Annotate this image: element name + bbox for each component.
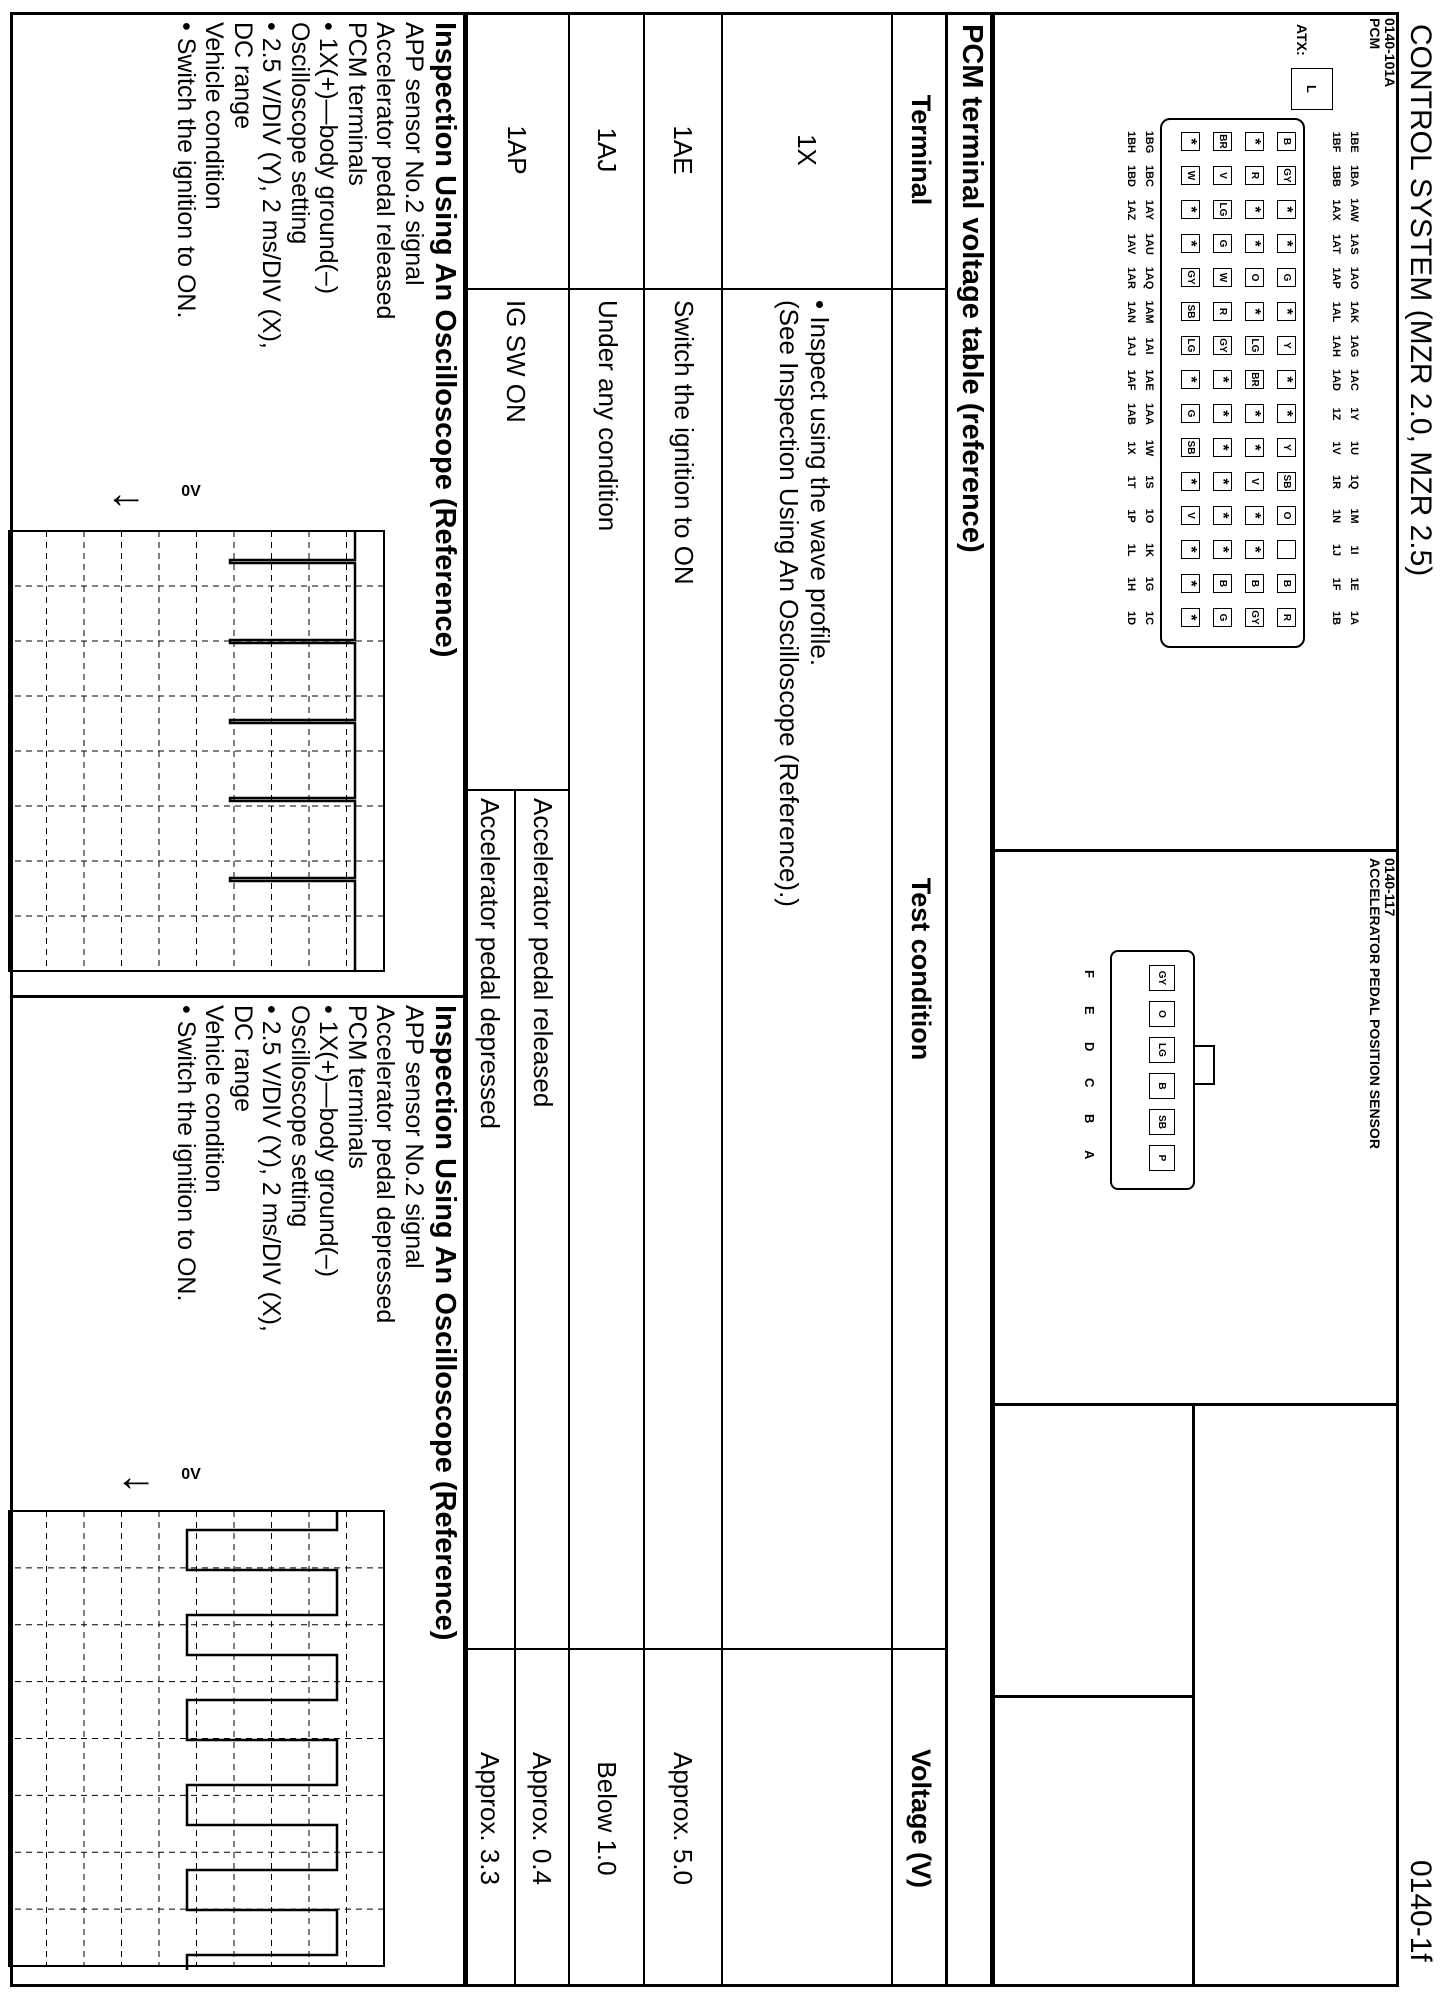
pcm-pin: * [1181,132,1200,151]
pcm-terminal-label: 1AO [1348,266,1360,290]
col-header-condition: Test condition [906,877,936,1061]
cond-1ap-depressed: Accelerator pedal depressed [475,798,505,1129]
pcm-pin: * [1213,472,1232,491]
cond-1x-line1: • Inspect using the wave profile. [805,300,835,667]
pcm-pin [1277,540,1296,559]
pcm-pin: V [1181,506,1200,525]
voltage-1ae: Approx. 5.0 [668,1752,699,1885]
pcm-terminal-label: 1BG [1143,130,1155,154]
osc-left-zero-arrow-icon: ↓ [106,490,153,511]
pcm-terminal-label: 1AX [1330,199,1342,221]
pcm-terminal-label: 1AM [1143,300,1155,324]
pcm-pin: SB [1277,472,1296,491]
pcm-pin: LG [1245,336,1264,355]
pcm-terminal-label: 1AK [1348,300,1360,323]
app-sensor-pin: GY [1149,965,1175,991]
pcm-terminal-label: 1AG [1348,334,1360,358]
pcm-terminal-label: 1BH [1125,130,1137,153]
pcm-terminal-label: 1BC [1143,164,1155,187]
osc-left-scope [0,530,385,980]
pcm-pin: W [1213,268,1232,287]
osc-right-scope [0,1510,385,1970]
pcm-connector-ref: 0140-101A PCM [1367,18,1398,88]
pcm-pin: Y [1277,336,1296,355]
osc-left-text: Inspection Using An Oscilloscope (Reference) APP sensor No.2 signal Accelerator pedal released PCM terminals • 1X(+)—body ground(–) Oscilloscope setting • 2.5 V/DIV (Y), 2 ms/DIV (X), DC range Vehicle condition • Switch the ignition to ON. [172,22,461,658]
pcm-terminal-label: 1AR [1125,266,1137,289]
pcm-terminal-label: 1V [1330,441,1342,455]
cond-1ae: Switch the ignition to ON [669,300,699,585]
osc-right-zero-arrow-icon: ↓ [116,1473,163,1494]
pcm-terminal-label: 1BF [1330,131,1342,153]
pcm-pin: * [1181,472,1200,491]
pcm-pin: * [1181,608,1200,627]
pcm-pin: GY [1277,166,1296,185]
pcm-terminal-label: 1Q [1348,474,1360,490]
osc-left-grid [9,531,384,971]
pcm-pin: SB [1181,302,1200,321]
pcm-terminal-label: 1BA [1348,164,1360,187]
pcm-pin: B [1277,132,1296,151]
terminal-1aj: 1AJ [592,127,622,173]
osc-right-text: Inspection Using An Oscilloscope (Reference) APP sensor No.2 signal Accelerator pedal depressed PCM terminals • 1X(+)—body ground(–) Oscilloscope setting • 2.5 V/DIV (Y), 2 ms/DIV (X), DC range Vehicle condition • Switch the ignition to ON. [172,1005,461,1641]
pcm-pin: * [1245,438,1264,457]
voltage-1ap-depressed: Approx. 3.3 [475,1752,505,1885]
app-sensor-latch [1193,1045,1215,1085]
app-sensor-pin-letter: D [1082,1042,1097,1052]
app-sensor-pin: B [1149,1073,1175,1099]
pcm-terminal-label: 1BB [1330,164,1342,187]
pcm-terminal-label: 1BE [1348,131,1360,153]
pcm-pin: BR [1213,132,1232,151]
pcm-terminal-label: 1O [1143,508,1155,524]
pcm-pin: * [1213,438,1232,457]
pcm-pin: O [1277,506,1296,525]
pcm-terminal-label: 1K [1143,542,1155,558]
pcm-terminal-label: 1AI [1143,337,1155,355]
pcm-terminal-label: 1J [1330,543,1342,557]
table-title: PCM terminal voltage table (reference) [956,24,988,553]
osc-left-zero-label: 0V [181,482,201,500]
pcm-terminal-label: 1AS [1348,233,1360,255]
osc-right-grid [9,1511,384,1966]
pcm-terminal-label: 1AT [1330,234,1342,254]
pcm-pin: LG [1213,200,1232,219]
osc-right-zero-label: 0V [181,1465,201,1483]
pcm-pin: * [1245,234,1264,253]
pcm-pin: B [1245,574,1264,593]
cond-1ap: IG SW ON [501,300,531,423]
pcm-terminal-label: 1S [1143,475,1155,489]
app-sensor-pin: O [1149,1001,1175,1027]
pcm-terminal-label: 1H [1125,576,1137,592]
pcm-terminal-label: 1BD [1125,164,1137,187]
pcm-terminal-label: 1AB [1125,402,1137,425]
pcm-pin: * [1213,404,1232,423]
pcm-pin: * [1181,370,1200,389]
pcm-pin: SB [1181,438,1200,457]
pcm-terminal-label: 1Z [1330,407,1342,421]
pcm-terminal-label: 1Y [1348,407,1360,421]
pcm-terminal-label: 1AN [1125,300,1137,323]
pcm-pin: * [1245,132,1264,151]
pcm-terminal-label: 1E [1348,577,1360,591]
cond-1x-line2: (See Inspection Using An Oscilloscope (Reference).) [774,300,804,907]
app-sensor-pin-letter: E [1082,1006,1097,1015]
pcm-pin: W [1181,166,1200,185]
pcm-terminal-label: 1AA [1143,402,1155,425]
pcm-pin: Y [1277,438,1296,457]
app-sensor-pin: LG [1149,1037,1175,1063]
pcm-pin: * [1213,370,1232,389]
voltage-1aj: Below 1.0 [592,1761,622,1876]
pcm-terminal-label: 1A [1348,610,1360,626]
pcm-pin: * [1277,404,1296,423]
pcm-terminal-label: 1AE [1143,369,1155,391]
pcm-terminal-label: 1AD [1330,368,1342,391]
pcm-pin: G [1213,608,1232,627]
terminal-1x: 1X [792,134,823,166]
pcm-pin: G [1213,234,1232,253]
pcm-terminal-label: 1M [1348,508,1360,524]
terminal-1ap: 1AP [502,125,532,175]
pcm-terminal-label: 1AQ [1143,266,1155,290]
pcm-terminal-label: 1AJ [1125,335,1137,357]
pcm-terminal-label: 1W [1143,439,1155,457]
pcm-pin: * [1277,234,1296,253]
terminal-1ae: 1AE [668,125,699,175]
pcm-pin: * [1181,234,1200,253]
pcm-terminal-label: 1N [1330,508,1342,524]
pcm-terminal-label: 1C [1143,610,1155,626]
pcm-pin: * [1245,404,1264,423]
pcm-terminal-label: 1AC [1348,368,1360,391]
pcm-terminal-label: 1I [1348,545,1360,555]
app-sensor-pin-letter: B [1082,1114,1097,1124]
page-title: CONTROL SYSTEM (MZR 2.0, MZR 2.5) [1404,24,1437,577]
pcm-terminal-label: 1L [1125,543,1137,557]
pcm-terminal-label: 1T [1125,475,1137,489]
pcm-connector-diagram [1010,118,1360,848]
pcm-pin: GY [1181,268,1200,287]
col-header-voltage: Voltage (V) [906,1748,936,1888]
pcm-pin: R [1245,166,1264,185]
pcm-pin: * [1277,302,1296,321]
pcm-pin: * [1181,200,1200,219]
pcm-pin: G [1277,268,1296,287]
pcm-pin: O [1245,268,1264,287]
pcm-pin: V [1245,472,1264,491]
pcm-terminal-label: 1D [1125,610,1137,626]
pcm-pin: GY [1245,608,1264,627]
app-sensor-connector [1015,950,1215,1230]
pcm-terminal-label: 1AH [1330,334,1342,357]
cond-1ap-released: Accelerator pedal released [528,798,558,1108]
voltage-1ap-released: Approx. 0.4 [527,1752,558,1885]
pcm-pin: GY [1213,336,1232,355]
cond-1aj: Under any condition [593,300,623,532]
atx-label: ATX: [1294,24,1310,56]
pcm-pin: * [1213,506,1232,525]
pcm-terminal-label: 1B [1330,610,1342,626]
pcm-terminal-label: 1AF [1125,369,1137,391]
pcm-pin: * [1181,574,1200,593]
pcm-terminal-label: 1AL [1330,301,1342,323]
pcm-pin: * [1213,540,1232,559]
pcm-pin: * [1245,302,1264,321]
pcm-terminal-label: 1AV [1125,233,1137,255]
pcm-pin: * [1277,370,1296,389]
app-sensor-pin: SB [1149,1109,1175,1135]
pcm-pin: R [1213,302,1232,321]
pcm-pin: LG [1181,336,1200,355]
pcm-pin: BR [1245,370,1264,389]
pcm-terminal-label: 1X [1125,441,1137,455]
pcm-pin: B [1277,574,1296,593]
pcm-terminal-label: 1AY [1143,199,1155,221]
app-sensor-pin-letter: A [1082,1150,1097,1160]
pcm-pin: * [1245,540,1264,559]
pcm-pin: * [1245,506,1264,525]
app-sensor-pin: P [1149,1145,1175,1171]
osc-left-waveform [230,530,355,970]
col-header-terminal: Terminal [906,94,936,206]
pcm-pin: R [1277,608,1296,627]
pcm-pin: * [1181,540,1200,559]
pcm-terminal-label: 1G [1143,576,1155,592]
app-sensor-pin-letter: F [1082,970,1097,978]
osc-left-title: Inspection Using An Oscilloscope (Reference) [429,22,461,658]
pcm-terminal-label: 1AP [1330,267,1342,289]
pcm-terminal-label: 1R [1330,474,1342,490]
pcm-pin: * [1245,200,1264,219]
app-sensor-pin-letter: C [1082,1078,1097,1088]
pcm-pin: * [1277,200,1296,219]
pcm-terminal-label: 1AW [1348,198,1360,222]
page-id: 0140-1f [1404,1860,1437,1962]
pcm-terminal-label: 1P [1125,509,1137,523]
atx-wire-box: L [1291,68,1333,110]
app-sensor-ref: 0140-117 ACCELERATOR PEDAL POSITION SENSOR [1367,858,1398,1149]
osc-right-title: Inspection Using An Oscilloscope (Reference) [429,1005,461,1641]
osc-right-waveform [187,1510,337,1970]
pcm-pin: V [1213,166,1232,185]
pcm-terminal-label: 1AU [1143,232,1155,255]
pcm-pin: B [1213,574,1232,593]
pcm-pin: G [1181,404,1200,423]
pcm-terminal-label: 1F [1330,577,1342,591]
pcm-terminal-label: 1U [1348,440,1360,456]
pcm-terminal-label: 1AZ [1125,199,1137,221]
